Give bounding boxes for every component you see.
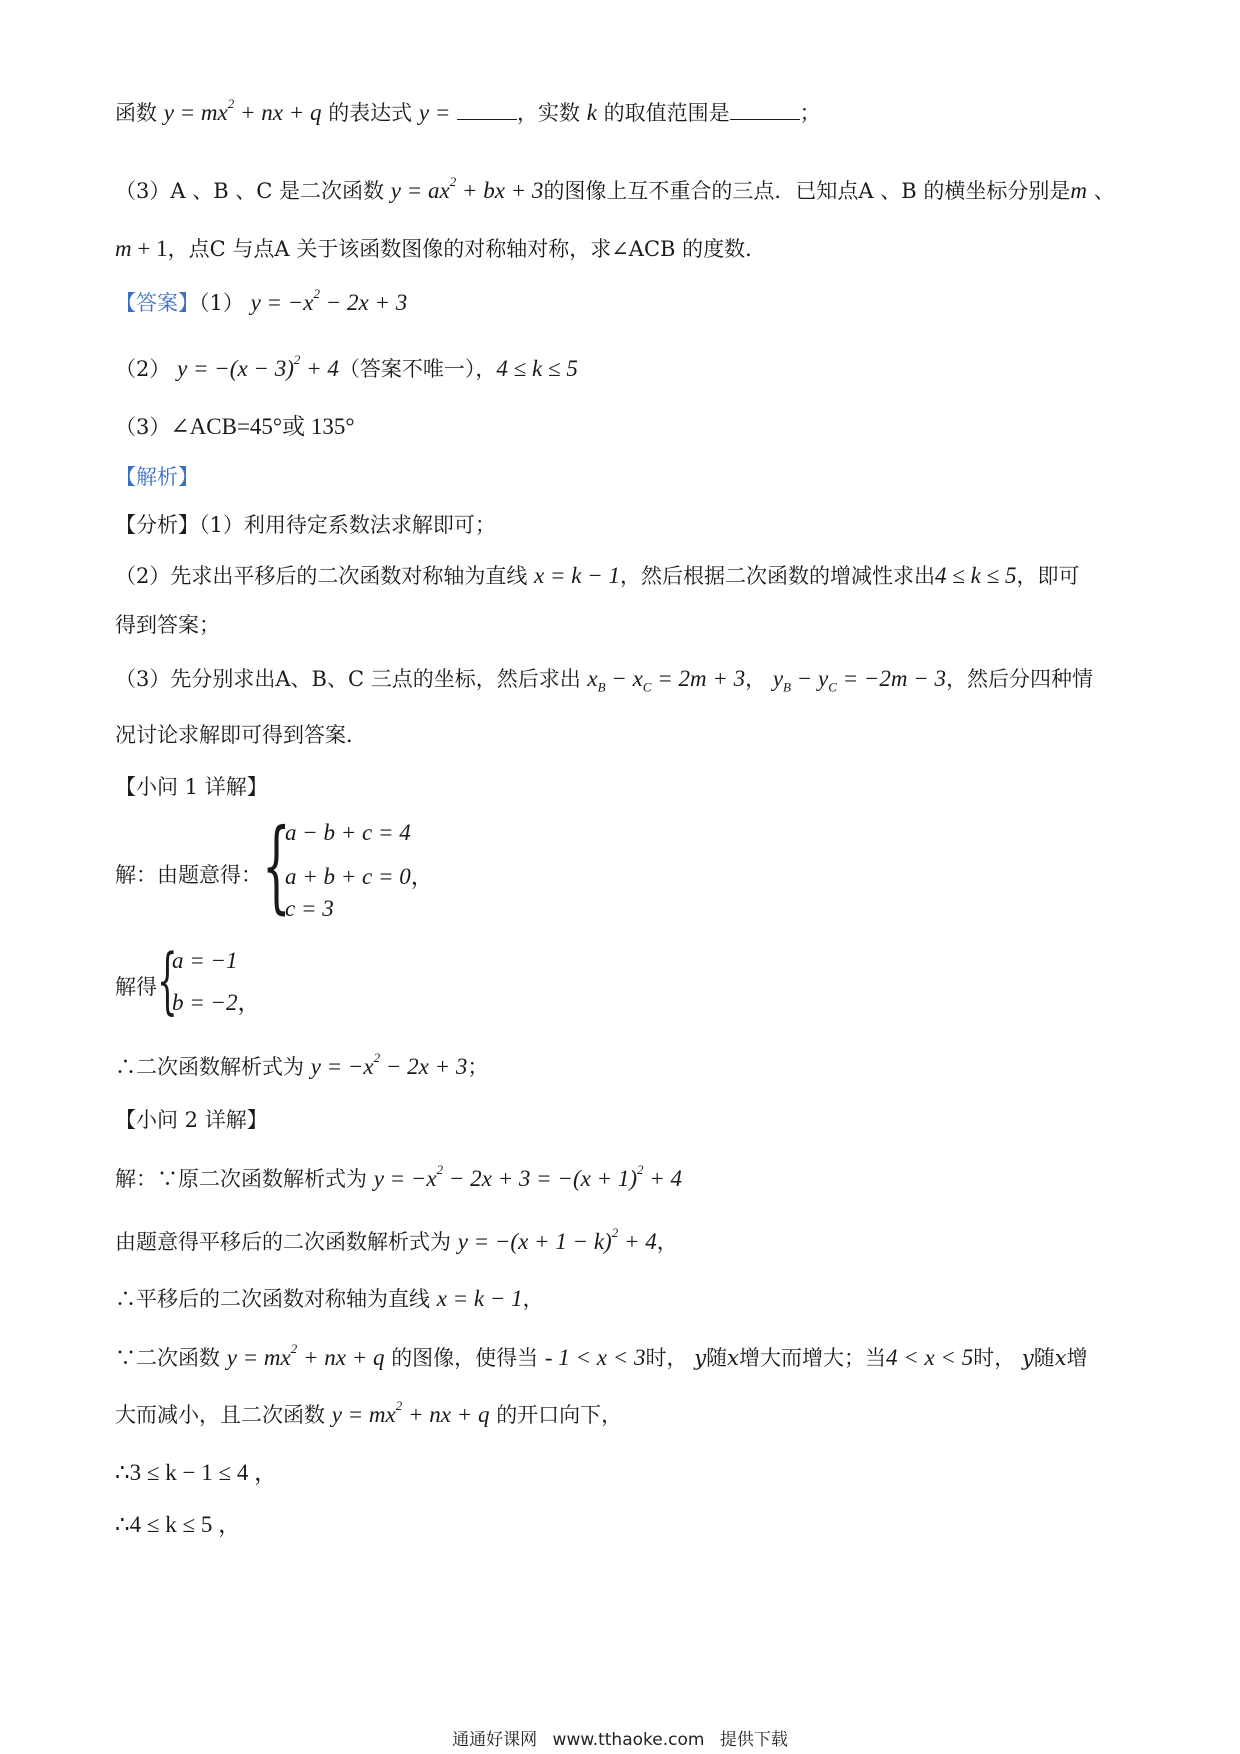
text: （2）先求出平移后的二次函数对称轴为直线 [115,564,528,588]
text: ∴平移后的二次函数对称轴为直线 [115,1287,430,1311]
solution-2-line-4 [115,1343,1088,1373]
solution-1-result: ∴二次函数解析式为 $y = -x^2 - 2x + 3$； [115,1050,489,1079]
text: 的开口向下， [496,1403,623,1427]
answer-line-1 [115,288,407,318]
text: （3）A 、B 、C 是二次函数 [115,179,385,203]
text: 的图像上互不重合的三点．已知点A 、B 的横坐标分别是 [543,179,1071,203]
equation-row [285,858,434,896]
question-line-2: （3）A 、B 、C 是二次函数 $y = ax^2$ + bx + 3的图像上互不重合的三点．已知点A 、B 的横坐标分别是m 、 [115,174,1115,203]
angle-value: ∠ACB=45°或 135° [170,414,355,439]
math-expr: $y = ax^2$ + bx + 3 [390,174,544,203]
math-var-x: x [727,1346,739,1370]
solution-2-line-6: ∴3 ≤ k − 1 ≤ 4 ， [115,1460,278,1485]
text: （2） [115,357,171,381]
subq-2-heading: 【小问 2 详解】 [115,1108,268,1132]
math-expr: $y = -x^2 - 2x + 3$ [310,1050,468,1079]
math-expr: $y = mx^2$ + nx + q [226,1341,385,1370]
equation: c = 3 [285,896,334,921]
analysis-line-3b: 况讨论求解即可得到答案． [115,723,367,747]
math-expr: $y = -x^2 - 2x + 3$ [250,286,408,315]
comma: ， [410,864,434,889]
text: （答案不唯一）， [338,357,497,381]
equation: a = −1 [172,948,238,973]
math-interval-2: 4 < x < 5 [885,1345,974,1370]
analysis-line-3: （3）先分别求出A、B、C 三点的坐标，然后求出 $x_B - x_C = 2m + 3$， $y_B - y_C = -2m - 3$，然后分四种情 [115,666,1094,695]
math-axis: x = k − 1 [436,1286,523,1311]
math-var-y: y [1021,1346,1034,1370]
math-axis: x = k − 1 [534,563,621,588]
text: 由题意得平移后的二次函数解析式为 [115,1230,451,1254]
text: 解：∵原二次函数解析式为 [115,1167,367,1191]
subq-1-heading: 【小问 1 详解】 [115,775,268,799]
math-var-x: x [1054,1346,1067,1370]
text: 增大而增大；当 [738,1346,886,1370]
equation: a + b + c = 0 [285,864,411,889]
solution-1-solved: 解得 [115,975,157,999]
math-range: 4 ≤ k ≤ 5 [496,356,578,381]
text: ，实数 [517,101,581,125]
math-diff-x-value: = 2m + 3 [657,666,746,691]
text: 的图像，使得当 [391,1346,539,1370]
analysis-tag: 【解析】 [115,465,199,489]
footer-site-name: 通通好课网 [452,1730,538,1750]
math-expr: $y = -x^2 - 2x + 3 = -(x + 1)^2 + 4$ [373,1162,683,1191]
math-k: k [586,100,597,125]
math-diff-x: $x_B - x_C = 2m + 3$ [587,666,746,695]
page-footer [0,1725,1240,1750]
text: ，然后根据二次函数的增减性求出 [620,564,936,588]
text: 时， [645,1346,688,1370]
math-interval-1: - 1 < x < 3 [544,1345,646,1370]
answer-blank [457,101,517,120]
text: 函数 [115,101,157,125]
comma: ， [237,990,261,1015]
math-range: 4 ≤ k ≤ 5 [935,563,1017,588]
analysis-line-2 [115,561,1079,591]
text: ； [799,101,821,125]
brace-icon: { [262,807,291,924]
equation-system-1 [285,820,434,934]
solution-2-line-3: ∴平移后的二次函数对称轴为直线 x = k − 1， [115,1286,544,1311]
text: 增 [1066,1346,1088,1370]
solution-2-line-2: 由题意得平移后的二次函数解析式为 $y = -(x + 1 - k)^2 + 4$， [115,1225,678,1254]
analysis-line-2b: 得到答案； [115,613,220,637]
text: ，点C 与点A 关于该函数图像的对称轴对称，求∠ACB 的度数． [167,237,767,261]
equation: b = −2 [172,990,238,1015]
answer-line-2 [115,354,578,384]
solution-2-line-1 [115,1164,682,1194]
text: 时， [973,1346,1016,1370]
math-expr: $y = mx^2$ + nx + q [331,1398,490,1427]
footer-url[interactable]: www.tthaoke.com [552,1730,705,1750]
math-diff-y: $y_B - y_C = -2m - 3$ [772,666,947,695]
text: ∵二次函数 [115,1346,220,1370]
answer-line-3 [115,412,355,442]
math-expr: $y = -(x - 3)^2 + 4$ [177,352,339,381]
solution-2-line-5 [115,1400,622,1430]
text: 随 [1033,1346,1055,1370]
math-m1: m [115,236,132,261]
math-y: y = [418,100,451,125]
equation-system-2 [172,948,261,1020]
text: ，即可 [1016,564,1080,588]
equation-row [172,984,261,1020]
equation: a − b + c = 4 [285,820,411,845]
question-line-3 [115,234,766,264]
text: ∴二次函数解析式为 [115,1055,304,1079]
text: 随 [706,1346,728,1370]
solution-2-line-7: ∴4 ≤ k ≤ 5 ， [115,1512,242,1537]
math-diff-y-value: = −2m − 3 [842,666,947,691]
question-line-1 [115,98,821,128]
text: 的表达式 [328,101,413,125]
analysis-line-1: 【分析】（1）利用待定系数法求解即可； [115,513,496,537]
solution-1-intro: 解：由题意得： [115,863,262,887]
math-expr: $y = -(x + 1 - k)^2 + 4$ [457,1225,657,1254]
math-var-y: y [694,1346,707,1370]
math-plus1: + 1 [131,236,168,261]
brace-icon: { [157,938,178,1022]
text: ，然后分四种情 [946,667,1094,691]
footer-suffix: 提供下载 [719,1730,788,1750]
math-expr: $y = mx^2$ + nx + q [163,96,322,125]
text: （3）先分别求出A、B、C 三点的坐标，然后求出 [115,667,581,691]
answer-tag: 【答案】 [115,291,199,315]
text: （1） [199,291,244,315]
math-m: m [1070,178,1088,203]
answer-blank [730,101,800,120]
text: 大而减小，且二次函数 [115,1403,325,1427]
text: 的取值范围是 [603,101,730,125]
text: （3） [115,415,171,439]
